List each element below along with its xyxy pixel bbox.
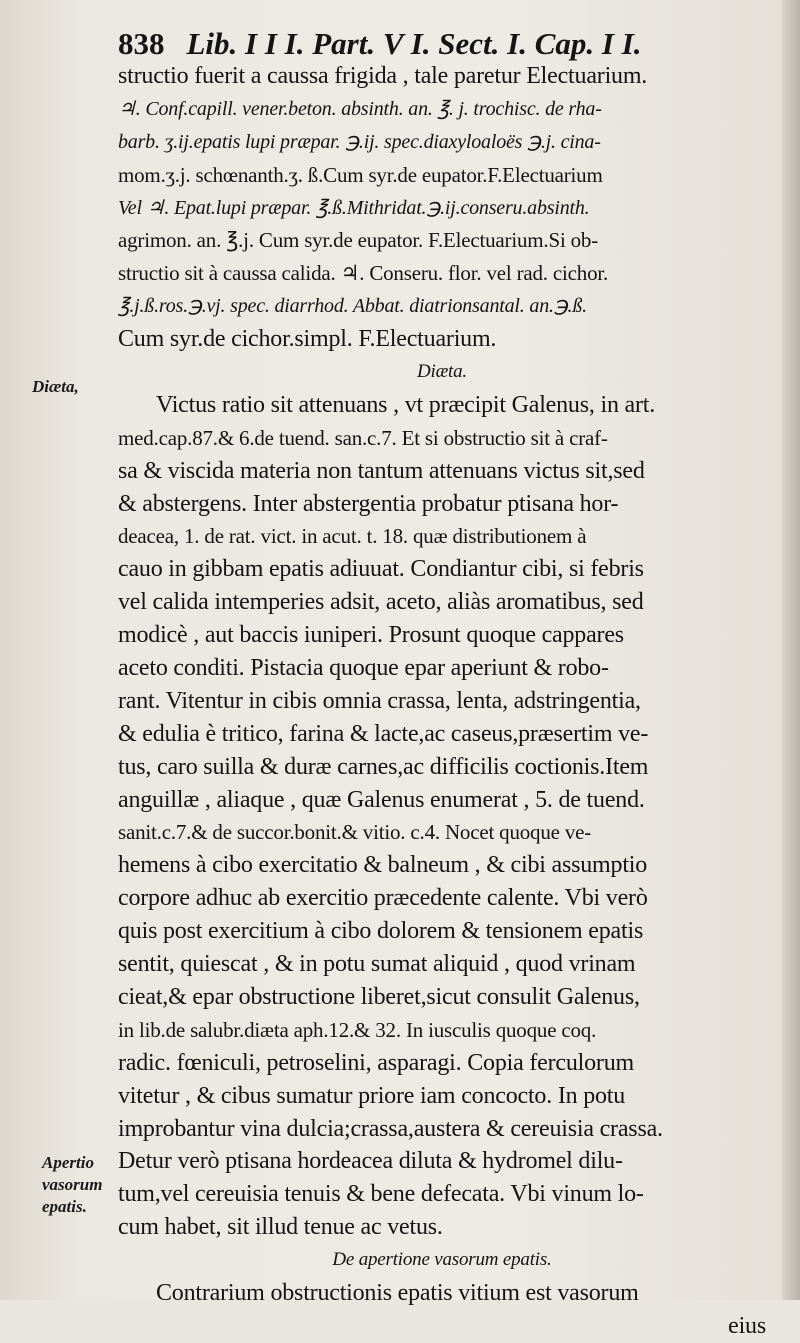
page-gutter-shadow <box>782 0 800 1300</box>
text-line: corpore adhuc ab exercitio præcedente calente. Vbi verò <box>118 885 648 912</box>
main-text-block <box>118 60 766 1343</box>
text-line: mom.ʒ.j. schœnanth.ʒ. ß.Cum syr.de eupator.F.Electuarium <box>118 162 603 187</box>
text-line: cauo in gibbam epatis adiuuat. Condiantur cibi, si febris <box>118 556 644 583</box>
text-line: & abstergens. Inter abstergentia probatur ptisana hor- <box>118 490 619 517</box>
text-line: anguillæ , aliaque , quæ Galenus enumerat , 5. de tuend. <box>118 786 645 813</box>
text-line: Victus ratio sit attenuans , vt præcipit Galenus, in art. <box>156 391 656 418</box>
text-line: quis post exercitium à cibo dolorem & tensionem epatis <box>118 918 644 945</box>
page-number: 838 <box>118 26 165 61</box>
section-heading-apertio: De apertione vasorum epatis. <box>332 1249 552 1271</box>
text-line: improbantur vina dulcia;crassa,austera & cereuisia crassa. <box>118 1115 663 1142</box>
text-line: sa & viscida materia non tantum attenuans victus sit,sed <box>118 457 645 484</box>
text-line: agrimon. an. ℥.j. Cum syr.de eupator. F.Electuarium.Si ob- <box>118 228 599 253</box>
running-title: Lib. I I I. Part. V I. Sect. I. Cap. I I. <box>186 26 642 61</box>
text-line: Vel ♃. Epat.lupi præpar. ℥.ß.Mithridat.℈.ij.conseru.absinth. <box>118 196 590 219</box>
margin-note-apertio-line: Apertio <box>42 1153 94 1172</box>
text-line: Contrarium obstructionis epatis vitium est vasorum <box>156 1279 639 1306</box>
catchword: eius <box>728 1312 766 1339</box>
margin-note-apertio-line: epatis. <box>42 1197 87 1216</box>
text-line: & edulia è tritico, farina & lacte,ac caseus,præsertim ve- <box>118 720 649 747</box>
text-line: vitetur , & cibus sumatur priore iam concocto. In potu <box>118 1082 626 1109</box>
text-line: deacea, 1. de rat. vict. in acut. t. 18. quæ distributionem à <box>118 524 587 549</box>
text-line: aceto conditi. Pistacia quoque epar aperiunt & robo- <box>118 655 609 682</box>
text-line: sentit, quiescat , & in potu sumat aliquid , quod vrinam <box>118 951 636 978</box>
text-line: ℥.j.ß.ros.℈.vj. spec. diarrhod. Abbat. diatrionsantal. an.℈.ß. <box>118 295 587 318</box>
text-line: rant. Vitentur in cibis omnia crassa, lenta, adstringentia, <box>118 687 641 714</box>
text-line: Detur verò ptisana hordeacea diluta & hydromel dilu- <box>118 1148 623 1175</box>
text-line: sanit.c.7.& de succor.bonit.& vitio. c.4. Nocet quoque ve- <box>118 820 592 845</box>
text-line: tum,vel cereuisia tenuis & bene defecata. Vbi vinum lo- <box>118 1181 644 1208</box>
margin-note-apertio-line: vasorum <box>42 1175 103 1194</box>
text-line: hemens à cibo exercitatio & balneum , & cibi assumptio <box>118 852 648 879</box>
margin-note-apertio <box>42 1152 102 1218</box>
text-line: vel calida intemperies adsit, aceto, aliàs aromatibus, sed <box>118 589 644 616</box>
text-line: cum habet, sit illud tenue ac vetus. <box>118 1214 443 1241</box>
text-line: modicè , aut baccis iuniperi. Prosunt quoque cappares <box>118 622 624 649</box>
text-line: cieat,& epar obstructione liberet,sicut consulit Galenus, <box>118 983 640 1010</box>
text-line: structio sit à caussa calida. ♃. Conseru. flor. vel rad. cichor. <box>118 261 609 286</box>
text-line: Cum syr.de cichor.simpl. F.Electuarium. <box>118 326 497 353</box>
text-line: radic. fœniculi, petroselini, asparagi. Copia ferculorum <box>118 1049 634 1076</box>
text-line: barb. ʒ.ij.epatis lupi præpar. ℈.ij. spec.diaxyloaloës ℈.j. cina- <box>118 130 601 153</box>
text-line: structio fuerit a caussa frigida , tale paretur Electuarium. <box>118 63 648 89</box>
text-line: med.cap.87.& 6.de tuend. san.c.7. Et si obstructio sit à craf- <box>118 425 608 450</box>
text-line: tus, caro suilla & duræ carnes,ac difficilis coctionis.Item <box>118 753 649 780</box>
section-heading-diaeta: Diæta. <box>416 361 467 383</box>
text-line: ♃. Conf.capill. vener.beton. absinth. an. ℥. j. trochisc. de rha- <box>118 97 602 120</box>
text-line: in lib.de salubr.diæta aph.12.& 32. In iusculis quoque coq. <box>118 1017 597 1042</box>
margin-note-diaeta: Diæta, <box>32 377 79 396</box>
